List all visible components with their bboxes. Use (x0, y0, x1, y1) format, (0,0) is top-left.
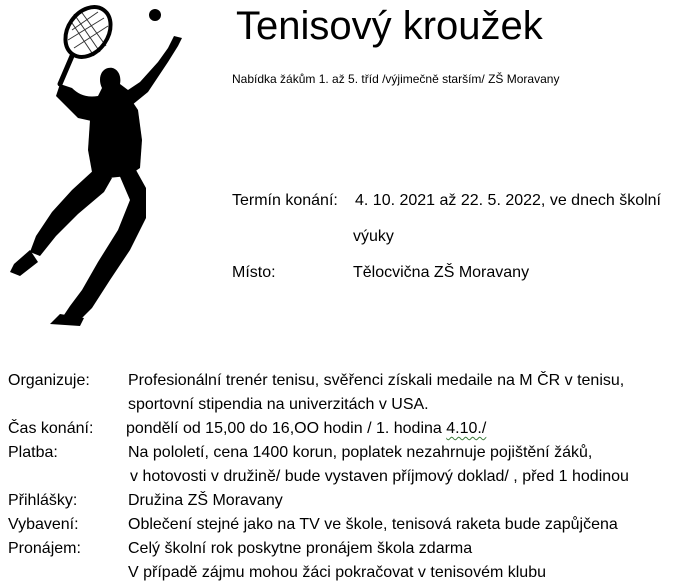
misto-value: Tělocvična ZŠ Moravany (353, 264, 530, 281)
platba-label: Platba: (8, 444, 58, 461)
termin-value-line1: 4. 10. 2021 až 22. 5. 2022, ve dnech školní (355, 192, 661, 209)
cas-value-text: pondělí od 15,00 do 16,OO hodin / 1. hodina (126, 420, 442, 437)
cas-value (126, 420, 486, 438)
prihlasky-label: Přihlášky: (8, 492, 78, 509)
pronajem-line1: Celý školní rok poskytne pronájem škola zdarma (128, 540, 473, 557)
vybaveni-label: Vybavení: (8, 516, 79, 533)
vybaveni-value: Oblečení stejné jako na TV ve škole, tenisová raketa bude zapůjčena (128, 516, 618, 533)
platba-line2: v hotovosti v družině/ bude vystaven příjmový doklad/ , před 1 hodinou (130, 468, 629, 485)
organizuje-line1: Profesionální trenér tenisu, svěřenci získali medaile na M ČR v tenisu, (128, 372, 625, 389)
misto-label: Místo: (232, 264, 276, 281)
termin-value-line2: výuky (353, 228, 394, 245)
organizuje-label: Organizuje: (8, 372, 90, 389)
termin-label: Termín konání: (232, 192, 338, 209)
platba-line1: Na pololetí, cena 1400 korun, poplatek nezahrnuje pojištění žáků, (128, 444, 593, 461)
tennis-ball-icon (149, 9, 161, 21)
organizuje-line2: sportovní stipendia na univerzitách v USA. (128, 396, 429, 413)
cas-start-date: 4.10./ (446, 420, 487, 437)
page-title: Tenisový kroužek (236, 4, 543, 48)
prihlasky-value: Družina ZŠ Moravany (128, 492, 283, 509)
cas-label: Čas konání: (8, 420, 94, 437)
page-subtitle: Nabídka žákům 1. až 5. tříd /výjimečně starším/ ZŠ Moravany (232, 72, 560, 86)
tennis-player-silhouette (0, 0, 220, 330)
pronajem-label: Pronájem: (8, 540, 81, 557)
pronajem-line2: V případě zájmu mohou žáci pokračovat v tenisovém klubu (128, 564, 546, 581)
